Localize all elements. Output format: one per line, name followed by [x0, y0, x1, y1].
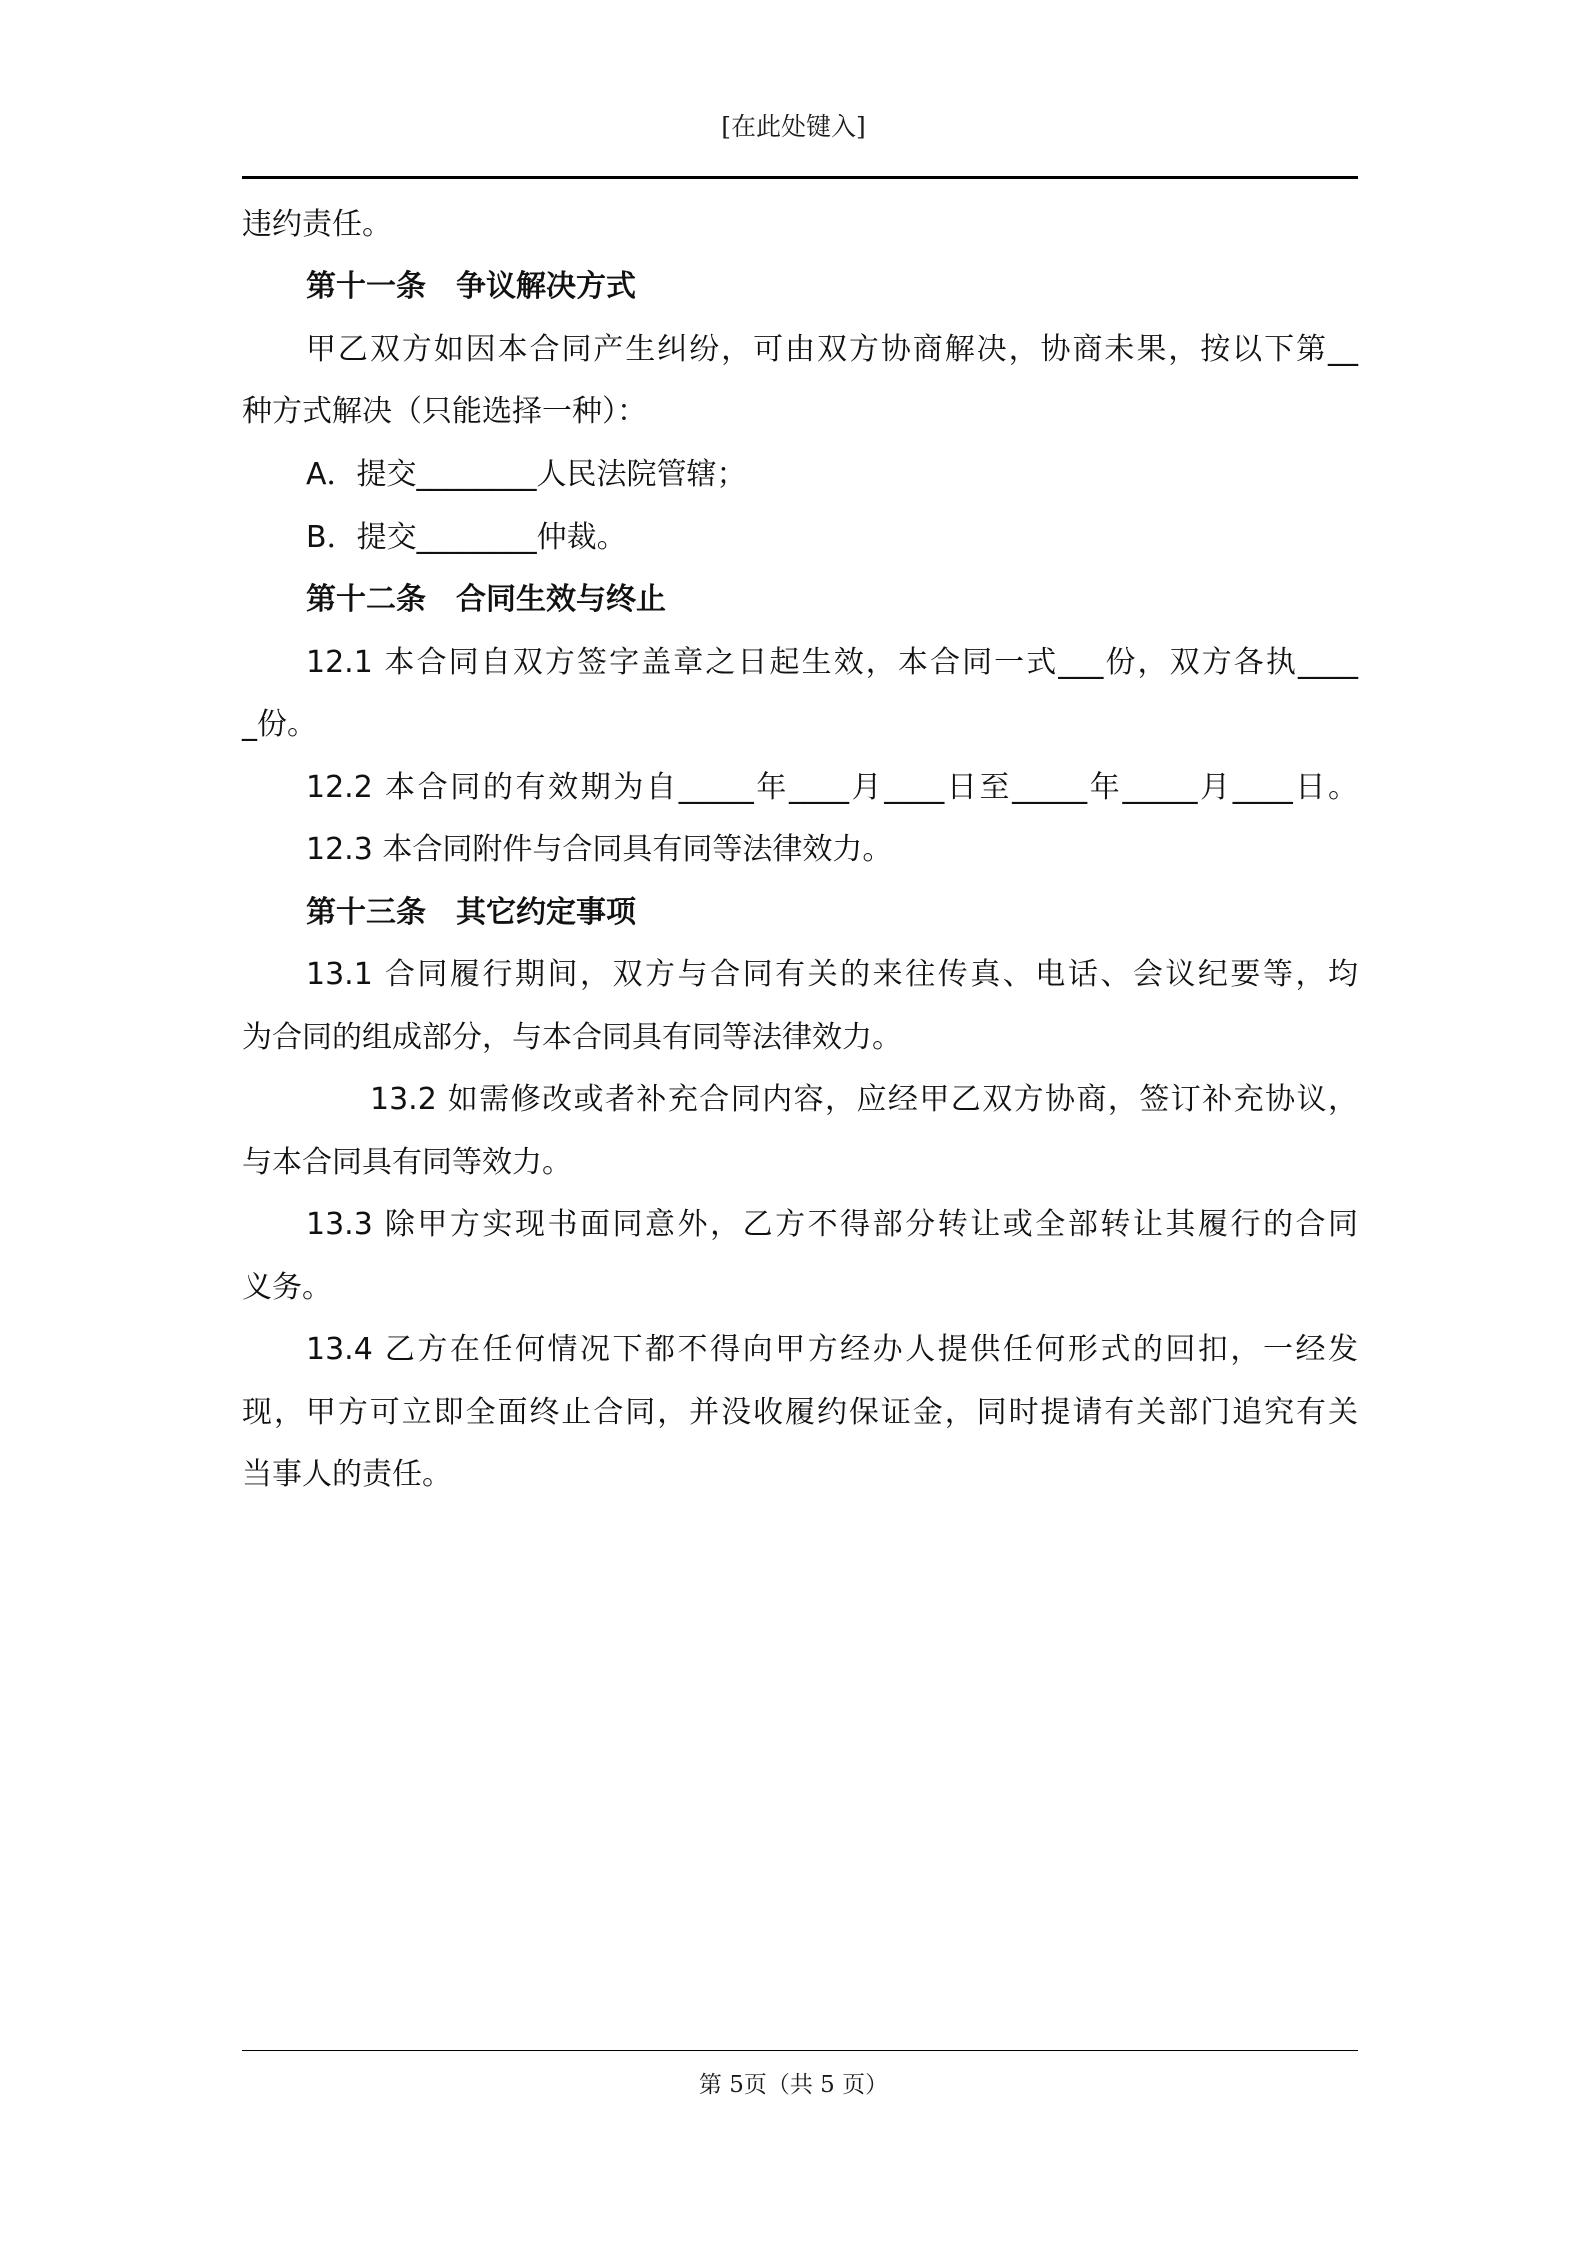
clause-13-2: 13.2 如需修改或者补充合同内容，应经甲乙双方协商，签订补充协议， — [370, 1082, 1358, 1117]
body-line: 当事人的责任。 — [242, 1457, 452, 1492]
clause-12-1: 12.1 本合同自双方签字盖章之日起生效，本合同一式___份，双方各执____ — [306, 645, 1358, 680]
clause-13-1: 13.1 合同履行期间，双方与合同有关的来往传真、电话、会议纪要等，均 — [306, 957, 1358, 992]
body-line: 违约责任。 — [242, 207, 392, 242]
clause-12-2: 12.2 本合同的有效期为自_____年____月____日至_____年_____月____日。 — [306, 770, 1358, 805]
clause-13-3: 13.3 除甲方实现书面同意外，乙方不得部分转让或全部转让其履行的合同 — [306, 1207, 1358, 1242]
article-13-heading: 第十三条 其它约定事项 — [306, 895, 636, 930]
clause-12-3: 12.3 本合同附件与合同具有同等法律效力。 — [306, 832, 893, 867]
body-line: 现，甲方可立即全面终止合同，并没收履约保证金，同时提请有关部门追究有关 — [242, 1395, 1358, 1430]
option-b: B．提交________仲裁。 — [306, 520, 627, 555]
article-12-heading: 第十二条 合同生效与终止 — [306, 582, 666, 617]
body-line: 义务。 — [242, 1270, 332, 1305]
body-line: 种方式解决（只能选择一种）： — [242, 394, 647, 429]
page-header: [在此处键入] — [721, 112, 866, 141]
header-rule — [242, 176, 1358, 179]
body-line: 为合同的组成部分，与本合同具有同等法律效力。 — [242, 1020, 902, 1055]
clause-13-4: 13.4 乙方在任何情况下都不得向甲方经办人提供任何形式的回扣，一经发 — [306, 1332, 1358, 1367]
body-line: 与本合同具有同等效力。 — [242, 1145, 572, 1180]
body-line: _份。 — [242, 707, 317, 742]
footer-rule — [242, 2050, 1358, 2051]
article-11-heading: 第十一条 争议解决方式 — [306, 269, 636, 304]
body-line: 甲乙双方如因本合同产生纠纷，可由双方协商解决，协商未果，按以下第__ — [306, 332, 1358, 367]
option-a: A．提交________人民法院管辖； — [306, 457, 747, 492]
page-number: 第 5页（共 5 页） — [698, 2072, 889, 2098]
